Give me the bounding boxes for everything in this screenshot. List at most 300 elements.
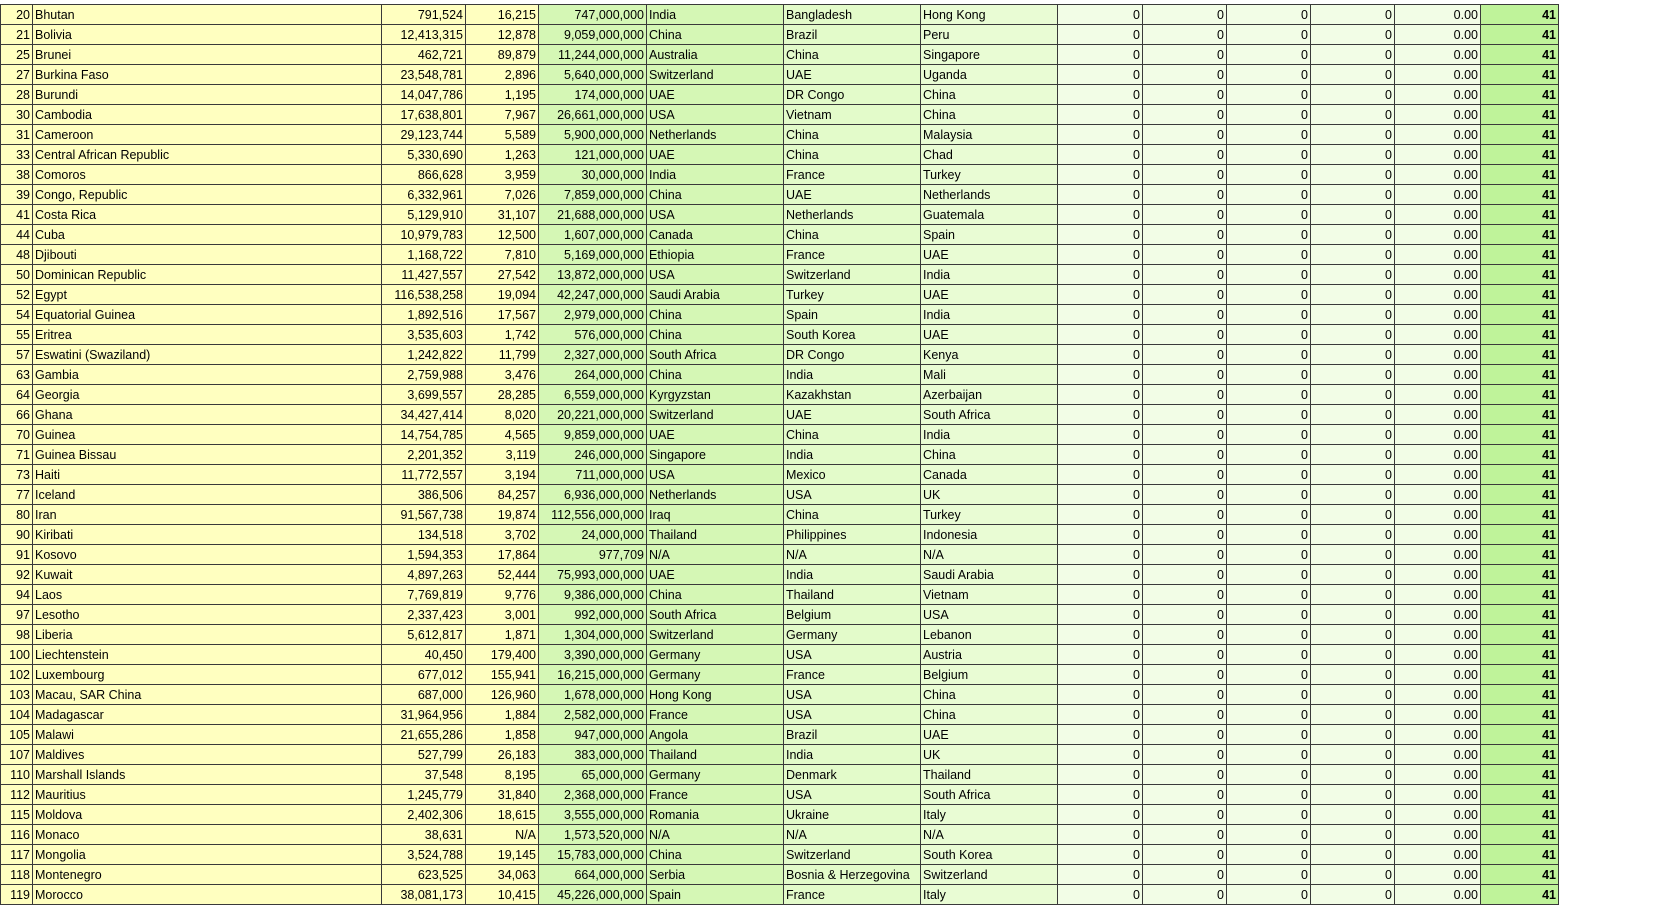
population-cell[interactable]: 687,000 [382, 685, 466, 705]
metric-d-cell[interactable]: 0 [1311, 125, 1395, 145]
score-cell[interactable]: 41 [1481, 845, 1559, 865]
country-cell[interactable]: Iceland [33, 485, 382, 505]
score-cell[interactable]: 41 [1481, 785, 1559, 805]
partner-1-cell[interactable]: India [647, 165, 784, 185]
metric-d-cell[interactable]: 0 [1311, 85, 1395, 105]
country-cell[interactable]: Liechtenstein [33, 645, 382, 665]
country-cell[interactable]: Kiribati [33, 525, 382, 545]
population-cell[interactable]: 116,538,258 [382, 285, 466, 305]
metric-b-cell[interactable]: 0 [1143, 785, 1227, 805]
partner-1-cell[interactable]: Thailand [647, 745, 784, 765]
country-cell[interactable]: Haiti [33, 465, 382, 485]
country-cell[interactable]: Malawi [33, 725, 382, 745]
partner-2-cell[interactable]: Bosnia & Herzegovina [784, 865, 921, 885]
metric-b-cell[interactable]: 0 [1143, 145, 1227, 165]
score-cell[interactable]: 41 [1481, 125, 1559, 145]
gdp-per-capita-cell[interactable]: 52,444 [466, 565, 539, 585]
partner-2-cell[interactable]: USA [784, 645, 921, 665]
metric-d-cell[interactable]: 0 [1311, 65, 1395, 85]
partner-3-cell[interactable]: Italy [921, 805, 1058, 825]
population-cell[interactable]: 29,123,744 [382, 125, 466, 145]
partner-2-cell[interactable]: UAE [784, 405, 921, 425]
partner-3-cell[interactable]: UAE [921, 325, 1058, 345]
ratio-cell[interactable]: 0.00 [1395, 265, 1481, 285]
population-cell[interactable]: 40,450 [382, 645, 466, 665]
metric-d-cell[interactable]: 0 [1311, 25, 1395, 45]
metric-b-cell[interactable]: 0 [1143, 265, 1227, 285]
population-cell[interactable]: 5,612,817 [382, 625, 466, 645]
metric-a-cell[interactable]: 0 [1058, 645, 1143, 665]
country-cell[interactable]: Kosovo [33, 545, 382, 565]
partner-1-cell[interactable]: Kyrgyzstan [647, 385, 784, 405]
metric-b-cell[interactable]: 0 [1143, 205, 1227, 225]
ratio-cell[interactable]: 0.00 [1395, 545, 1481, 565]
population-cell[interactable]: 2,201,352 [382, 445, 466, 465]
rank-cell[interactable]: 64 [1, 385, 33, 405]
partner-1-cell[interactable]: China [647, 305, 784, 325]
metric-b-cell[interactable]: 0 [1143, 545, 1227, 565]
gdp-per-capita-cell[interactable]: 7,026 [466, 185, 539, 205]
rank-cell[interactable]: 31 [1, 125, 33, 145]
trade-value-cell[interactable]: 246,000,000 [539, 445, 647, 465]
gdp-per-capita-cell[interactable]: 126,960 [466, 685, 539, 705]
rank-cell[interactable]: 110 [1, 765, 33, 785]
partner-1-cell[interactable]: China [647, 585, 784, 605]
rank-cell[interactable]: 77 [1, 485, 33, 505]
country-cell[interactable]: Mongolia [33, 845, 382, 865]
partner-3-cell[interactable]: Turkey [921, 505, 1058, 525]
metric-d-cell[interactable]: 0 [1311, 805, 1395, 825]
metric-c-cell[interactable]: 0 [1227, 285, 1311, 305]
metric-a-cell[interactable]: 0 [1058, 565, 1143, 585]
metric-a-cell[interactable]: 0 [1058, 785, 1143, 805]
ratio-cell[interactable]: 0.00 [1395, 585, 1481, 605]
rank-cell[interactable]: 25 [1, 45, 33, 65]
trade-value-cell[interactable]: 264,000,000 [539, 365, 647, 385]
metric-c-cell[interactable]: 0 [1227, 845, 1311, 865]
ratio-cell[interactable]: 0.00 [1395, 385, 1481, 405]
rank-cell[interactable]: 38 [1, 165, 33, 185]
trade-value-cell[interactable]: 1,573,520,000 [539, 825, 647, 845]
country-cell[interactable]: Morocco [33, 885, 382, 905]
rank-cell[interactable]: 119 [1, 885, 33, 905]
partner-2-cell[interactable]: Ukraine [784, 805, 921, 825]
partner-2-cell[interactable]: China [784, 45, 921, 65]
trade-value-cell[interactable]: 2,582,000,000 [539, 705, 647, 725]
metric-c-cell[interactable]: 0 [1227, 865, 1311, 885]
metric-c-cell[interactable]: 0 [1227, 425, 1311, 445]
gdp-per-capita-cell[interactable]: 3,001 [466, 605, 539, 625]
metric-a-cell[interactable]: 0 [1058, 545, 1143, 565]
partner-2-cell[interactable]: Belgium [784, 605, 921, 625]
metric-c-cell[interactable]: 0 [1227, 565, 1311, 585]
score-cell[interactable]: 41 [1481, 545, 1559, 565]
population-cell[interactable]: 791,524 [382, 5, 466, 25]
metric-b-cell[interactable]: 0 [1143, 25, 1227, 45]
metric-a-cell[interactable]: 0 [1058, 365, 1143, 385]
metric-c-cell[interactable]: 0 [1227, 25, 1311, 45]
partner-1-cell[interactable]: Germany [647, 665, 784, 685]
population-cell[interactable]: 4,897,263 [382, 565, 466, 585]
metric-d-cell[interactable]: 0 [1311, 865, 1395, 885]
metric-b-cell[interactable]: 0 [1143, 305, 1227, 325]
metric-b-cell[interactable]: 0 [1143, 105, 1227, 125]
country-cell[interactable]: Maldives [33, 745, 382, 765]
partner-2-cell[interactable]: USA [784, 785, 921, 805]
gdp-per-capita-cell[interactable]: 1,858 [466, 725, 539, 745]
population-cell[interactable]: 12,413,315 [382, 25, 466, 45]
metric-b-cell[interactable]: 0 [1143, 185, 1227, 205]
partner-3-cell[interactable]: Indonesia [921, 525, 1058, 545]
trade-value-cell[interactable]: 174,000,000 [539, 85, 647, 105]
partner-1-cell[interactable]: USA [647, 205, 784, 225]
metric-b-cell[interactable]: 0 [1143, 345, 1227, 365]
country-cell[interactable]: Ghana [33, 405, 382, 425]
ratio-cell[interactable]: 0.00 [1395, 865, 1481, 885]
score-cell[interactable]: 41 [1481, 745, 1559, 765]
gdp-per-capita-cell[interactable]: 11,799 [466, 345, 539, 365]
trade-value-cell[interactable]: 711,000,000 [539, 465, 647, 485]
metric-d-cell[interactable]: 0 [1311, 365, 1395, 385]
metric-c-cell[interactable]: 0 [1227, 45, 1311, 65]
trade-value-cell[interactable]: 16,215,000,000 [539, 665, 647, 685]
metric-a-cell[interactable]: 0 [1058, 5, 1143, 25]
metric-c-cell[interactable]: 0 [1227, 85, 1311, 105]
gdp-per-capita-cell[interactable]: 1,263 [466, 145, 539, 165]
score-cell[interactable]: 41 [1481, 145, 1559, 165]
partner-3-cell[interactable]: Uganda [921, 65, 1058, 85]
rank-cell[interactable]: 105 [1, 725, 33, 745]
metric-d-cell[interactable]: 0 [1311, 145, 1395, 165]
rank-cell[interactable]: 112 [1, 785, 33, 805]
population-cell[interactable]: 2,337,423 [382, 605, 466, 625]
partner-2-cell[interactable]: France [784, 245, 921, 265]
score-cell[interactable]: 41 [1481, 565, 1559, 585]
partner-3-cell[interactable]: Belgium [921, 665, 1058, 685]
rank-cell[interactable]: 27 [1, 65, 33, 85]
partner-2-cell[interactable]: Vietnam [784, 105, 921, 125]
population-cell[interactable]: 5,129,910 [382, 205, 466, 225]
metric-c-cell[interactable]: 0 [1227, 725, 1311, 745]
metric-b-cell[interactable]: 0 [1143, 605, 1227, 625]
partner-1-cell[interactable]: Angola [647, 725, 784, 745]
country-cell[interactable]: Comoros [33, 165, 382, 185]
trade-value-cell[interactable]: 20,221,000,000 [539, 405, 647, 425]
metric-a-cell[interactable]: 0 [1058, 745, 1143, 765]
metric-a-cell[interactable]: 0 [1058, 585, 1143, 605]
ratio-cell[interactable]: 0.00 [1395, 825, 1481, 845]
gdp-per-capita-cell[interactable]: 28,285 [466, 385, 539, 405]
trade-value-cell[interactable]: 75,993,000,000 [539, 565, 647, 585]
ratio-cell[interactable]: 0.00 [1395, 805, 1481, 825]
metric-b-cell[interactable]: 0 [1143, 725, 1227, 745]
metric-d-cell[interactable]: 0 [1311, 105, 1395, 125]
gdp-per-capita-cell[interactable]: 3,959 [466, 165, 539, 185]
metric-d-cell[interactable]: 0 [1311, 225, 1395, 245]
population-cell[interactable]: 3,535,603 [382, 325, 466, 345]
trade-value-cell[interactable]: 6,936,000,000 [539, 485, 647, 505]
population-cell[interactable]: 11,772,557 [382, 465, 466, 485]
gdp-per-capita-cell[interactable]: 31,840 [466, 785, 539, 805]
population-cell[interactable]: 38,631 [382, 825, 466, 845]
trade-value-cell[interactable]: 13,872,000,000 [539, 265, 647, 285]
score-cell[interactable]: 41 [1481, 85, 1559, 105]
gdp-per-capita-cell[interactable]: 17,864 [466, 545, 539, 565]
population-cell[interactable]: 386,506 [382, 485, 466, 505]
partner-1-cell[interactable]: Switzerland [647, 65, 784, 85]
score-cell[interactable]: 41 [1481, 445, 1559, 465]
metric-b-cell[interactable]: 0 [1143, 645, 1227, 665]
partner-1-cell[interactable]: China [647, 185, 784, 205]
partner-2-cell[interactable]: DR Congo [784, 345, 921, 365]
metric-a-cell[interactable]: 0 [1058, 885, 1143, 905]
partner-1-cell[interactable]: N/A [647, 545, 784, 565]
partner-1-cell[interactable]: UAE [647, 565, 784, 585]
metric-b-cell[interactable]: 0 [1143, 625, 1227, 645]
metric-d-cell[interactable]: 0 [1311, 485, 1395, 505]
ratio-cell[interactable]: 0.00 [1395, 505, 1481, 525]
partner-3-cell[interactable]: Singapore [921, 45, 1058, 65]
metric-c-cell[interactable]: 0 [1227, 385, 1311, 405]
metric-d-cell[interactable]: 0 [1311, 505, 1395, 525]
rank-cell[interactable]: 115 [1, 805, 33, 825]
rank-cell[interactable]: 103 [1, 685, 33, 705]
partner-3-cell[interactable]: Austria [921, 645, 1058, 665]
country-cell[interactable]: Guinea Bissau [33, 445, 382, 465]
partner-2-cell[interactable]: China [784, 145, 921, 165]
country-cell[interactable]: Luxembourg [33, 665, 382, 685]
gdp-per-capita-cell[interactable]: 31,107 [466, 205, 539, 225]
metric-a-cell[interactable]: 0 [1058, 225, 1143, 245]
gdp-per-capita-cell[interactable]: 3,194 [466, 465, 539, 485]
partner-1-cell[interactable]: USA [647, 265, 784, 285]
partner-1-cell[interactable]: Saudi Arabia [647, 285, 784, 305]
partner-3-cell[interactable]: N/A [921, 825, 1058, 845]
trade-value-cell[interactable]: 5,900,000,000 [539, 125, 647, 145]
metric-c-cell[interactable]: 0 [1227, 205, 1311, 225]
country-cell[interactable]: Gambia [33, 365, 382, 385]
partner-1-cell[interactable]: India [647, 5, 784, 25]
partner-2-cell[interactable]: India [784, 565, 921, 585]
metric-a-cell[interactable]: 0 [1058, 185, 1143, 205]
metric-b-cell[interactable]: 0 [1143, 565, 1227, 585]
metric-c-cell[interactable]: 0 [1227, 745, 1311, 765]
partner-1-cell[interactable]: USA [647, 105, 784, 125]
rank-cell[interactable]: 21 [1, 25, 33, 45]
score-cell[interactable]: 41 [1481, 45, 1559, 65]
metric-a-cell[interactable]: 0 [1058, 485, 1143, 505]
country-cell[interactable]: Eritrea [33, 325, 382, 345]
score-cell[interactable]: 41 [1481, 265, 1559, 285]
trade-value-cell[interactable]: 11,244,000,000 [539, 45, 647, 65]
ratio-cell[interactable]: 0.00 [1395, 465, 1481, 485]
partner-3-cell[interactable]: Thailand [921, 765, 1058, 785]
gdp-per-capita-cell[interactable]: 89,879 [466, 45, 539, 65]
rank-cell[interactable]: 92 [1, 565, 33, 585]
gdp-per-capita-cell[interactable]: 4,565 [466, 425, 539, 445]
metric-a-cell[interactable]: 0 [1058, 825, 1143, 845]
country-cell[interactable]: Cameroon [33, 125, 382, 145]
metric-b-cell[interactable]: 0 [1143, 665, 1227, 685]
partner-2-cell[interactable]: Bangladesh [784, 5, 921, 25]
partner-2-cell[interactable]: China [784, 425, 921, 445]
trade-value-cell[interactable]: 576,000,000 [539, 325, 647, 345]
partner-1-cell[interactable]: Spain [647, 885, 784, 905]
gdp-per-capita-cell[interactable]: 8,020 [466, 405, 539, 425]
ratio-cell[interactable]: 0.00 [1395, 405, 1481, 425]
metric-a-cell[interactable]: 0 [1058, 765, 1143, 785]
partner-1-cell[interactable]: Netherlands [647, 125, 784, 145]
score-cell[interactable]: 41 [1481, 625, 1559, 645]
metric-a-cell[interactable]: 0 [1058, 665, 1143, 685]
metric-b-cell[interactable]: 0 [1143, 705, 1227, 725]
rank-cell[interactable]: 91 [1, 545, 33, 565]
country-cell[interactable]: Eswatini (Swaziland) [33, 345, 382, 365]
metric-a-cell[interactable]: 0 [1058, 705, 1143, 725]
metric-d-cell[interactable]: 0 [1311, 585, 1395, 605]
country-cell[interactable]: Cambodia [33, 105, 382, 125]
trade-value-cell[interactable]: 947,000,000 [539, 725, 647, 745]
metric-c-cell[interactable]: 0 [1227, 605, 1311, 625]
metric-c-cell[interactable]: 0 [1227, 325, 1311, 345]
score-cell[interactable]: 41 [1481, 385, 1559, 405]
country-cell[interactable]: Egypt [33, 285, 382, 305]
trade-value-cell[interactable]: 65,000,000 [539, 765, 647, 785]
rank-cell[interactable]: 41 [1, 205, 33, 225]
partner-2-cell[interactable]: Denmark [784, 765, 921, 785]
trade-value-cell[interactable]: 6,559,000,000 [539, 385, 647, 405]
score-cell[interactable]: 41 [1481, 685, 1559, 705]
gdp-per-capita-cell[interactable]: 7,967 [466, 105, 539, 125]
partner-3-cell[interactable]: Azerbaijan [921, 385, 1058, 405]
metric-c-cell[interactable]: 0 [1227, 805, 1311, 825]
partner-1-cell[interactable]: Thailand [647, 525, 784, 545]
partner-3-cell[interactable]: Spain [921, 225, 1058, 245]
gdp-per-capita-cell[interactable]: 34,063 [466, 865, 539, 885]
gdp-per-capita-cell[interactable]: 26,183 [466, 745, 539, 765]
partner-2-cell[interactable]: France [784, 665, 921, 685]
metric-d-cell[interactable]: 0 [1311, 545, 1395, 565]
metric-a-cell[interactable]: 0 [1058, 525, 1143, 545]
ratio-cell[interactable]: 0.00 [1395, 625, 1481, 645]
partner-3-cell[interactable]: Turkey [921, 165, 1058, 185]
partner-1-cell[interactable]: Switzerland [647, 405, 784, 425]
score-cell[interactable]: 41 [1481, 865, 1559, 885]
metric-a-cell[interactable]: 0 [1058, 305, 1143, 325]
metric-b-cell[interactable]: 0 [1143, 885, 1227, 905]
population-cell[interactable]: 14,754,785 [382, 425, 466, 445]
metric-b-cell[interactable]: 0 [1143, 385, 1227, 405]
metric-c-cell[interactable]: 0 [1227, 305, 1311, 325]
metric-d-cell[interactable]: 0 [1311, 525, 1395, 545]
score-cell[interactable]: 41 [1481, 585, 1559, 605]
metric-c-cell[interactable]: 0 [1227, 705, 1311, 725]
rank-cell[interactable]: 70 [1, 425, 33, 445]
gdp-per-capita-cell[interactable]: 155,941 [466, 665, 539, 685]
gdp-per-capita-cell[interactable]: 1,884 [466, 705, 539, 725]
score-cell[interactable]: 41 [1481, 525, 1559, 545]
gdp-per-capita-cell[interactable]: 27,542 [466, 265, 539, 285]
trade-value-cell[interactable]: 1,607,000,000 [539, 225, 647, 245]
gdp-per-capita-cell[interactable]: N/A [466, 825, 539, 845]
rank-cell[interactable]: 73 [1, 465, 33, 485]
metric-d-cell[interactable]: 0 [1311, 885, 1395, 905]
metric-c-cell[interactable]: 0 [1227, 185, 1311, 205]
metric-b-cell[interactable]: 0 [1143, 45, 1227, 65]
score-cell[interactable]: 41 [1481, 505, 1559, 525]
trade-value-cell[interactable]: 1,678,000,000 [539, 685, 647, 705]
country-cell[interactable]: Cuba [33, 225, 382, 245]
metric-a-cell[interactable]: 0 [1058, 165, 1143, 185]
partner-2-cell[interactable]: South Korea [784, 325, 921, 345]
partner-2-cell[interactable]: DR Congo [784, 85, 921, 105]
gdp-per-capita-cell[interactable]: 1,742 [466, 325, 539, 345]
metric-d-cell[interactable]: 0 [1311, 345, 1395, 365]
population-cell[interactable]: 134,518 [382, 525, 466, 545]
score-cell[interactable]: 41 [1481, 185, 1559, 205]
partner-1-cell[interactable]: Ethiopia [647, 245, 784, 265]
metric-d-cell[interactable]: 0 [1311, 845, 1395, 865]
rank-cell[interactable]: 50 [1, 265, 33, 285]
partner-1-cell[interactable]: Switzerland [647, 625, 784, 645]
metric-b-cell[interactable]: 0 [1143, 445, 1227, 465]
population-cell[interactable]: 2,402,306 [382, 805, 466, 825]
metric-d-cell[interactable]: 0 [1311, 405, 1395, 425]
metric-b-cell[interactable]: 0 [1143, 485, 1227, 505]
partner-3-cell[interactable]: China [921, 705, 1058, 725]
trade-value-cell[interactable]: 112,556,000,000 [539, 505, 647, 525]
partner-1-cell[interactable]: USA [647, 465, 784, 485]
rank-cell[interactable]: 102 [1, 665, 33, 685]
partner-2-cell[interactable]: Turkey [784, 285, 921, 305]
metric-d-cell[interactable]: 0 [1311, 445, 1395, 465]
metric-c-cell[interactable]: 0 [1227, 405, 1311, 425]
metric-a-cell[interactable]: 0 [1058, 245, 1143, 265]
partner-1-cell[interactable]: N/A [647, 825, 784, 845]
score-cell[interactable]: 41 [1481, 305, 1559, 325]
metric-a-cell[interactable]: 0 [1058, 85, 1143, 105]
score-cell[interactable]: 41 [1481, 705, 1559, 725]
rank-cell[interactable]: 71 [1, 445, 33, 465]
metric-b-cell[interactable]: 0 [1143, 285, 1227, 305]
metric-b-cell[interactable]: 0 [1143, 805, 1227, 825]
metric-a-cell[interactable]: 0 [1058, 605, 1143, 625]
partner-3-cell[interactable]: Hong Kong [921, 5, 1058, 25]
ratio-cell[interactable]: 0.00 [1395, 645, 1481, 665]
population-cell[interactable]: 10,979,783 [382, 225, 466, 245]
partner-2-cell[interactable]: UAE [784, 65, 921, 85]
trade-value-cell[interactable]: 9,059,000,000 [539, 25, 647, 45]
trade-value-cell[interactable]: 45,226,000,000 [539, 885, 647, 905]
country-cell[interactable]: Djibouti [33, 245, 382, 265]
trade-value-cell[interactable]: 383,000,000 [539, 745, 647, 765]
population-cell[interactable]: 3,699,557 [382, 385, 466, 405]
score-cell[interactable]: 41 [1481, 665, 1559, 685]
metric-d-cell[interactable]: 0 [1311, 565, 1395, 585]
metric-b-cell[interactable]: 0 [1143, 325, 1227, 345]
metric-d-cell[interactable]: 0 [1311, 425, 1395, 445]
metric-c-cell[interactable]: 0 [1227, 785, 1311, 805]
metric-d-cell[interactable]: 0 [1311, 285, 1395, 305]
partner-3-cell[interactable]: Malaysia [921, 125, 1058, 145]
metric-b-cell[interactable]: 0 [1143, 165, 1227, 185]
score-cell[interactable]: 41 [1481, 245, 1559, 265]
partner-3-cell[interactable]: UAE [921, 285, 1058, 305]
metric-c-cell[interactable]: 0 [1227, 5, 1311, 25]
partner-1-cell[interactable]: China [647, 325, 784, 345]
ratio-cell[interactable]: 0.00 [1395, 105, 1481, 125]
partner-3-cell[interactable]: China [921, 685, 1058, 705]
